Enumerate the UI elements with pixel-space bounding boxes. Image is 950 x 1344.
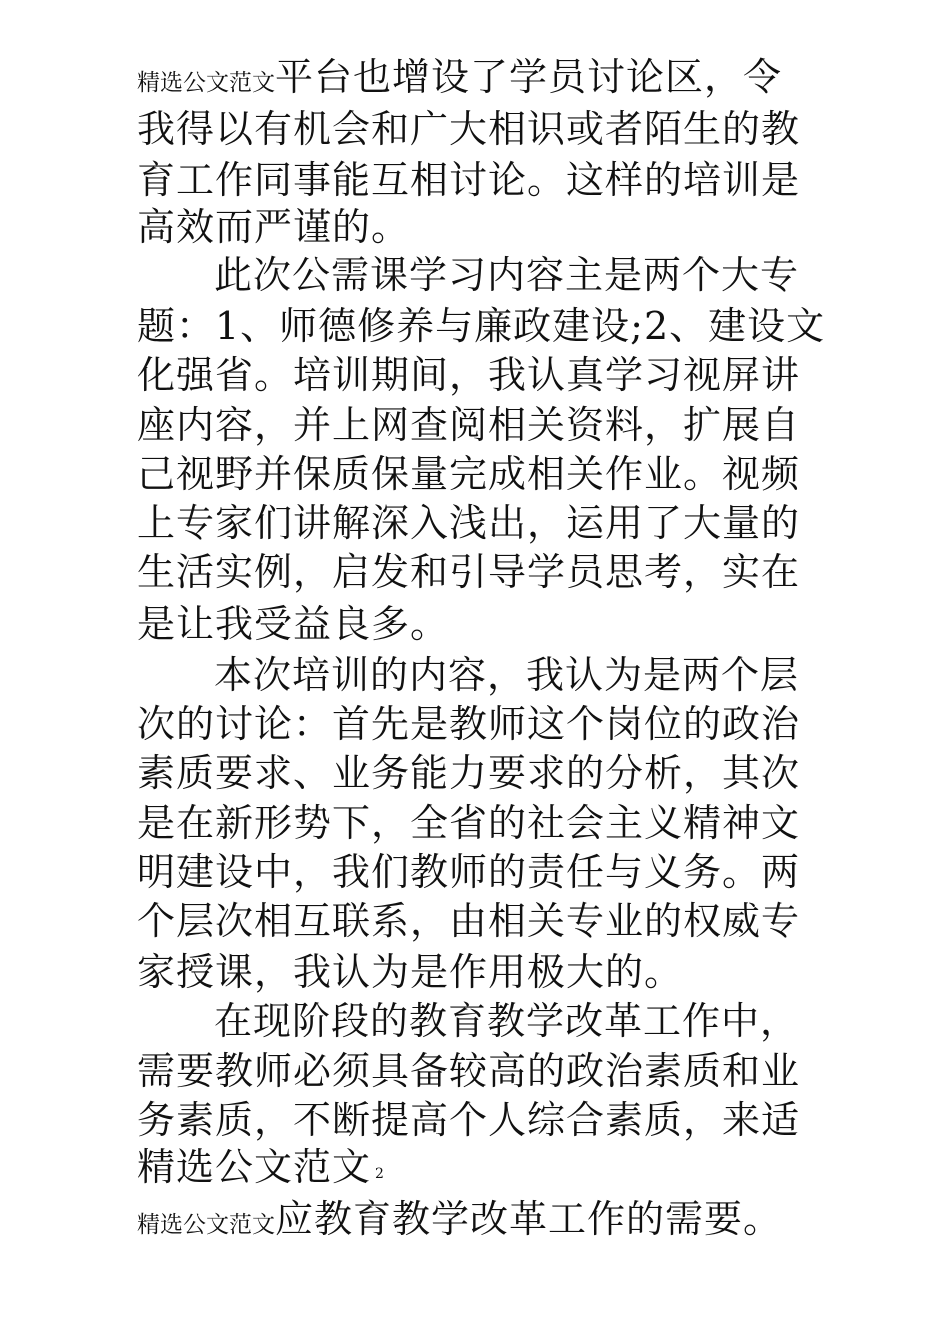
text-line: 素质要求、业务能力要求的分析，其次 [137,751,801,795]
paragraph-first-line: 在现阶段的教育教学改革工作中， [214,999,800,1043]
text-line: 次的讨论：首先是教师这个岗位的政治 [137,702,801,746]
next-page-header-label: 精选公文范文 [137,1212,275,1238]
text-line: 高效而严谨的。 [137,205,411,249]
text-line: 我得以有机会和广大相识或者陌生的教 [137,107,801,151]
text-line: 生活实例，启发和引导学员思考，实在 [137,550,801,594]
text-line: 是在新形势下，全省的社会主义精神文 [137,801,801,845]
text-line: 精选公文范文平台也增设了学员讨论区，令 [137,55,783,99]
header-label: 精选公文范文 [137,70,275,96]
text-line: 需要教师必须具备较高的政治素质和业 [137,1049,801,1093]
text-line: 个层次相互联系，由相关专业的权威专 [137,899,801,943]
text-line: 座内容，并上网查阅相关资料，扩展自 [137,403,801,447]
paragraph-first-line: 此次公需课学习内容主是两个大专 [214,253,800,297]
text-line: 题：1、师德修养与廉政建设;2、建设文 [137,304,826,348]
text-line: 化强省。培训期间，我认真学习视屏讲 [137,353,801,397]
text-line: 是让我受益良多。 [137,602,450,646]
text-line: 明建设中，我们教师的责任与义务。两 [137,850,801,894]
text-line: 上专家们讲解深入浅出，运用了大量的 [137,501,801,545]
text-line: 育工作同事能互相讨论。这样的培训是 [137,158,801,202]
page-number: 2 [375,1166,385,1182]
text-line: 己视野并保质保量完成相关作业。视频 [137,452,801,496]
page-footer [137,1140,385,1194]
text-line: 家授课，我认为是作用极大的。 [137,950,684,994]
text-line: 务素质，不断提高个人综合素质，来适 [137,1098,801,1142]
footer-label: 精选公文范文 [137,1145,372,1189]
paragraph-first-line: 本次培训的内容，我认为是两个层 [214,653,800,697]
text-line: 精选公文范文应教育教学改革工作的需要。 [137,1197,783,1241]
